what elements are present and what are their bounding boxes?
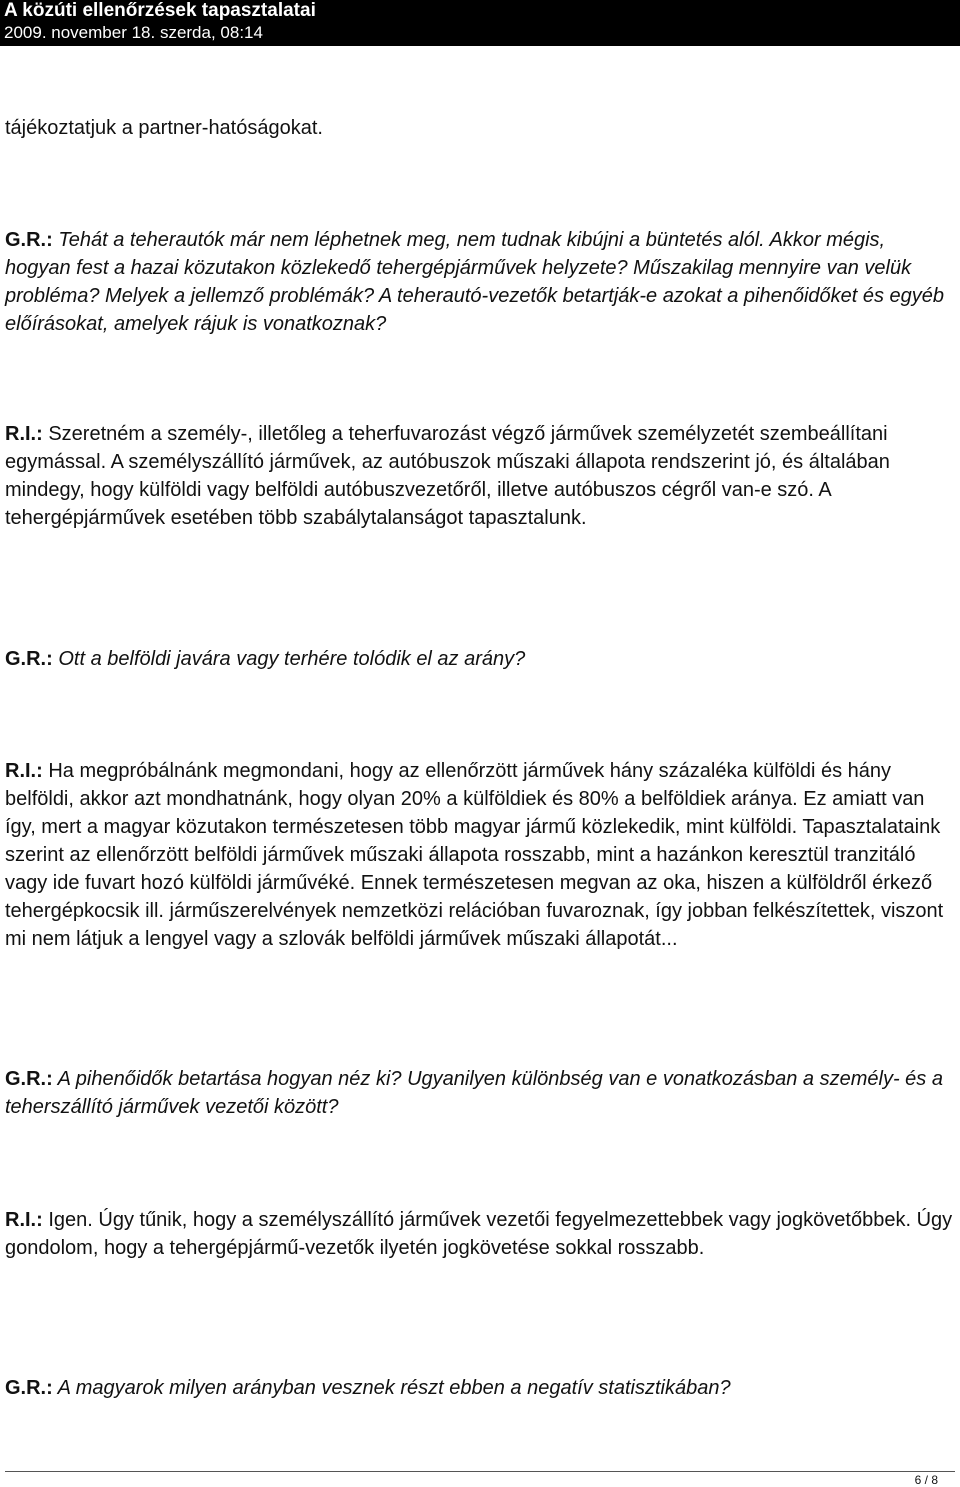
paragraph-text: A magyarok milyen arányban vesznek részt ebben a negatív statisztikában?: [57, 1377, 731, 1399]
question-paragraph: [5, 645, 955, 673]
question-paragraph: [5, 1065, 955, 1121]
footer-divider: [5, 1471, 955, 1472]
speaker-tag: R.I.:: [5, 423, 43, 445]
speaker-tag: G.R.:: [5, 229, 53, 251]
speaker-tag: G.R.:: [5, 1068, 53, 1090]
paragraph-text: Ott a belföldi javára vagy terhére tolódik el az arány?: [58, 648, 526, 670]
question-paragraph: [5, 226, 955, 338]
paragraph-text: Szeretném a személy-, illetőleg a teherfuvarozást végző járművek személyzetét szembeállítani egymással. A személyszállító járművek, az autóbuszok műszaki állapota rendszerint jó, és általában mindegy, hogy külföldi vagy belföldi autóbuszvezetőről, illetve autóbuszos cégről van-e szó. A tehergépjárművek esetében több szabálytalanságot tapasztalunk.: [5, 423, 890, 529]
speaker-tag: G.R.:: [5, 648, 53, 670]
answer-paragraph: [5, 757, 955, 953]
question-paragraph: [5, 1374, 955, 1402]
speaker-tag: G.R.:: [5, 1377, 53, 1399]
article-title: A közúti ellenőrzések tapasztalatai: [4, 0, 316, 21]
paragraph-intro: [5, 114, 955, 142]
paragraph-text: A pihenőidők betartása hogyan néz ki? Ugyanilyen különbség van e vonatkozásban a személy- és a teherszállító járművek vezetői között?: [5, 1068, 943, 1118]
paragraph-text: Ha megpróbálnánk megmondani, hogy az ellenőrzött járművek hány százaléka külföldi és hány belföldi, akkor azt mondhatnánk, hogy olyan 20% a külföldiek és 80% a belföldiek aránya. Ez amiatt van így, mert a magyar közutakon természetesen több magyar jármű közlekedik, mint külföldi. Tapasztalataink szerint az ellenőrzött belföldi járművek műszaki állapota rosszabb, mint a hazánkon keresztül tranzitáló vagy ide fuvart hozó külföldi járművéké. Ennek természetesen megvan az oka, hiszen a külföldről érkező tehergépkocsik ill. járműszerelvények nemzetközi relációban fuvaroznak, így jobban felkészítettek, viszont mi nem látjuk a lengyel vagy a szlovák belföldi járművek műszaki állapotát...: [5, 760, 944, 950]
paragraph-text: Igen. Úgy tűnik, hogy a személyszállító járművek vezetői fegyelmezettebbek vagy jogkövetőbbek. Úgy gondolom, hogy a tehergépjármű-vezetők ilyetén jogkövetése sokkal rosszabb.: [5, 1209, 953, 1259]
paragraph-text: Tehát a teherautók már nem léphetnek meg, nem tudnak kibújni a büntetés alól. Akkor mégis, hogyan fest a hazai közutakon közlekedő tehergépjárművek helyzete? Műszakilag mennyire van velük probléma? Melyek a jellemző problémák? A teherautó-vezetők betartják-e azokat a pihenőidőket és egyéb előírásokat, amelyek rájuk is vonatkoznak?: [5, 229, 945, 335]
page-number: 6 / 8: [914, 1473, 938, 1487]
answer-paragraph: [5, 420, 955, 532]
paragraph-text: tájékoztatjuk a partner-hatóságokat.: [5, 117, 323, 139]
article-date: 2009. november 18. szerda, 08:14: [4, 23, 263, 42]
speaker-tag: R.I.:: [5, 1209, 43, 1231]
document-header: [0, 0, 960, 46]
speaker-tag: R.I.:: [5, 760, 43, 782]
answer-paragraph: [5, 1206, 955, 1262]
